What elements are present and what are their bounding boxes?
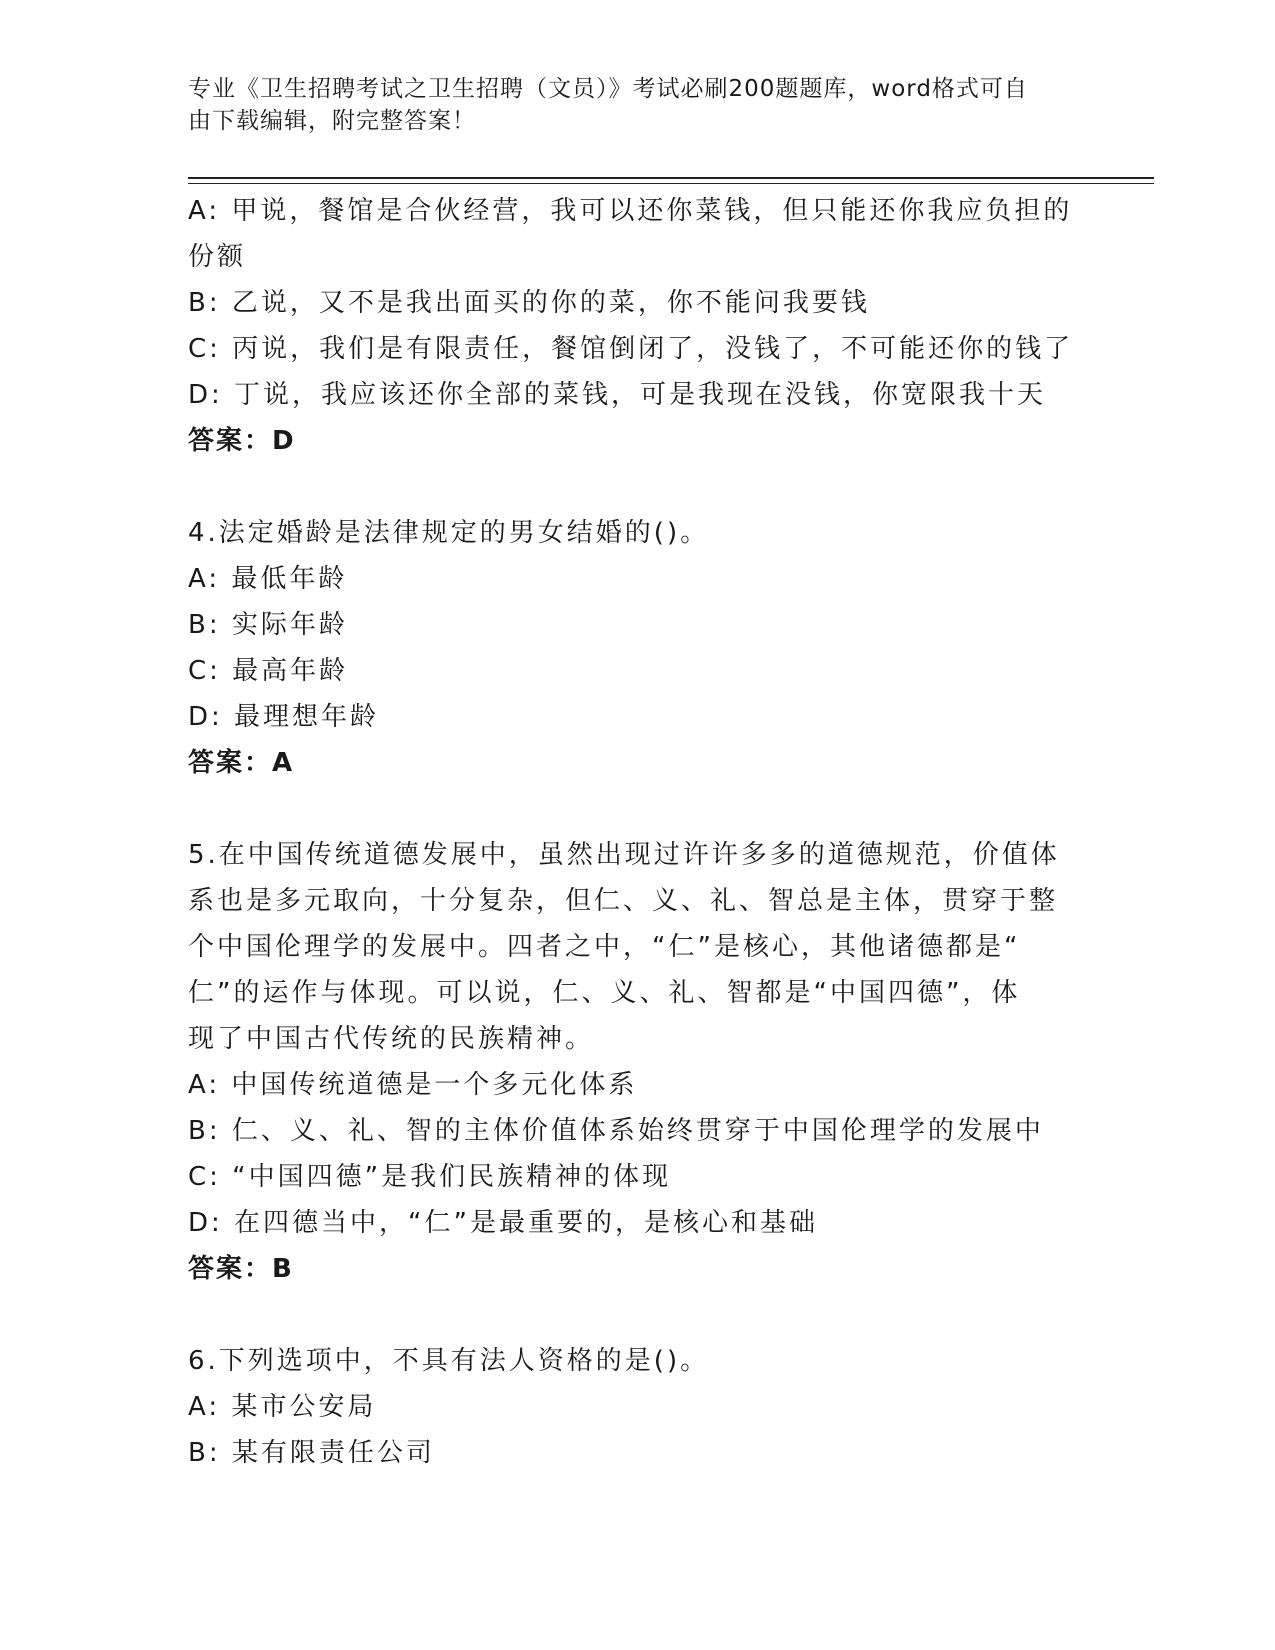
q5-stem-line-3: 个中国伦理学的发展中。四者之中，“仁”是核心，其他诸德都是“ bbox=[188, 932, 1021, 962]
question-5 bbox=[188, 832, 1088, 1292]
question-3 bbox=[188, 188, 1088, 464]
q4-option-a: A: 最低年龄 bbox=[188, 564, 348, 594]
question-6 bbox=[188, 1338, 1088, 1476]
q6-option-a: A: 某市公安局 bbox=[188, 1392, 377, 1422]
spacer bbox=[188, 464, 1088, 510]
q5-stem-line-2: 系也是多元取向，十分复杂，但仁、义、礼、智总是主体，贯穿于整 bbox=[188, 886, 1059, 916]
q3-option-c: C: 丙说，我们是有限责任，餐馆倒闭了，没钱了，不可能还你的钱了 bbox=[188, 334, 1074, 364]
q3-option-b: B: 乙说，又不是我出面买的你的菜，你不能问我要钱 bbox=[188, 288, 870, 318]
spacer bbox=[188, 1292, 1088, 1338]
q5-option-d: D: 在四德当中，“仁”是最重要的，是核心和基础 bbox=[188, 1208, 818, 1238]
q3-option-a-line-2: 份额 bbox=[188, 242, 247, 272]
question-4 bbox=[188, 510, 1088, 786]
q4-answer: 答案：A bbox=[188, 748, 295, 778]
q5-option-b: B: 仁、义、礼、智的主体价值体系始终贯穿于中国伦理学的发展中 bbox=[188, 1116, 1044, 1146]
q5-stem-line-4: 仁”的运作与体现。可以说，仁、义、礼、智都是“中国四德”，体 bbox=[188, 978, 1021, 1008]
question-content bbox=[188, 188, 1088, 1476]
q5-stem-line-5: 现了中国古代传统的民族精神。 bbox=[188, 1024, 595, 1054]
header-line-2: 由下载编辑，附完整答案！ bbox=[188, 108, 476, 134]
header-divider-thin bbox=[188, 183, 1154, 184]
q3-option-a-line-1: A: 甲说，餐馆是合伙经营，我可以还你菜钱，但只能还你我应负担的 bbox=[188, 196, 1073, 226]
document-header bbox=[188, 73, 1088, 137]
q3-answer: 答案：D bbox=[188, 426, 296, 456]
q6-option-b: B: 某有限责任公司 bbox=[188, 1438, 435, 1468]
header-divider-thick bbox=[188, 177, 1154, 179]
q5-answer: 答案：B bbox=[188, 1254, 294, 1284]
q4-option-c: C: 最高年龄 bbox=[188, 656, 349, 686]
header-line-1: 专业《卫生招聘考试之卫生招聘（文员）》考试必刷200题题库，word格式可自 bbox=[188, 76, 1028, 102]
q5-option-a: A: 中国传统道德是一个多元化体系 bbox=[188, 1070, 638, 1100]
q4-stem: 4.法定婚龄是法律规定的男女结婚的()。 bbox=[188, 518, 710, 548]
spacer bbox=[188, 786, 1088, 832]
q4-option-b: B: 实际年龄 bbox=[188, 610, 348, 640]
q5-option-c: C: “中国四德”是我们民族精神的体现 bbox=[188, 1162, 672, 1192]
q5-stem-line-1: 5.在中国传统道德发展中，虽然出现过许许多多的道德规范，价值体 bbox=[188, 840, 1060, 870]
q3-option-d: D: 丁说，我应该还你全部的菜钱，可是我现在没钱，你宽限我十天 bbox=[188, 380, 1047, 410]
q4-option-d: D: 最理想年龄 bbox=[188, 702, 380, 732]
q6-stem: 6.下列选项中，不具有法人资格的是()。 bbox=[188, 1346, 710, 1376]
